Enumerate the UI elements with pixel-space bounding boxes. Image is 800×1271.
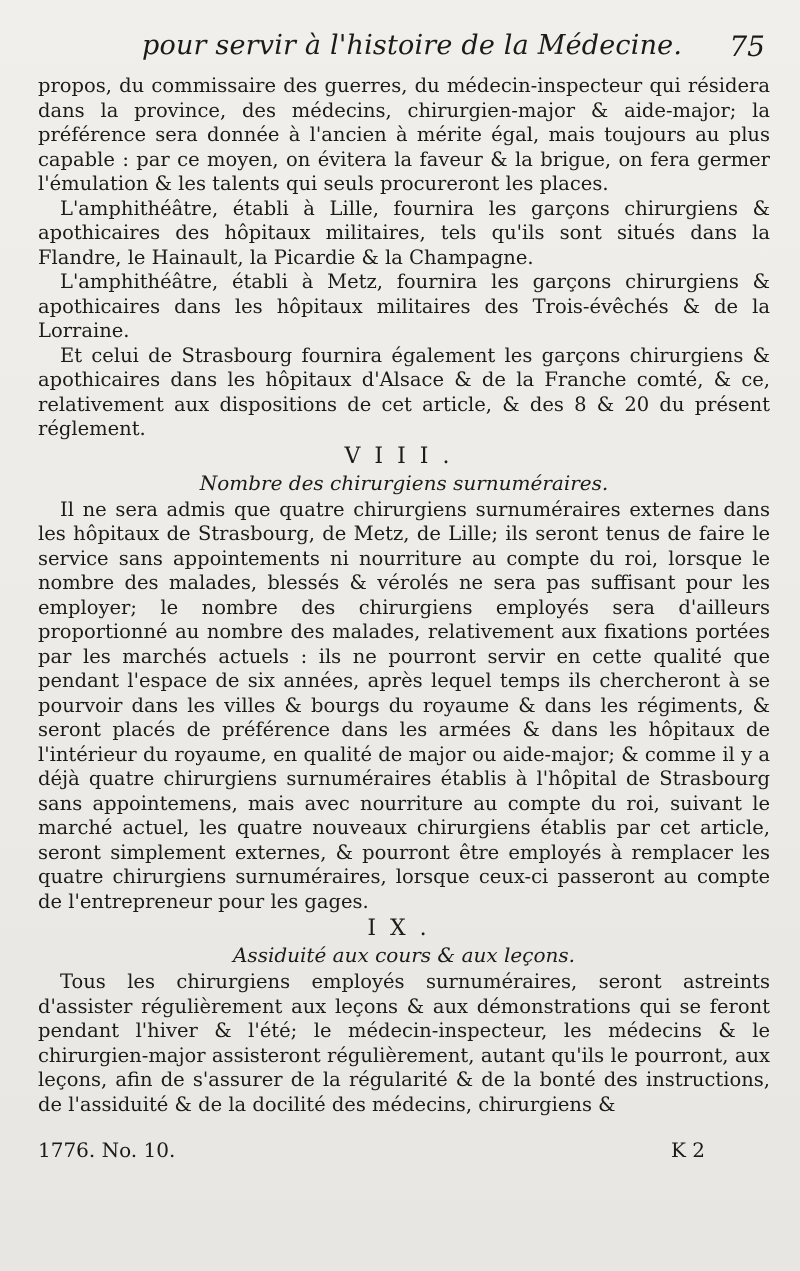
running-title: pour servir à l'histoire de la Médecine. xyxy=(142,30,683,61)
paragraph-metz: L'amphithéâtre, établi à Metz, fournira les garçons chirurgiens & apothicaires dans les hôpitaux militaires des Trois-évêchés & de la Lorraine. xyxy=(38,270,770,342)
section-number-ix: IX. xyxy=(367,916,441,941)
section-ix-text: Tous les chirurgiens employés surnuméraires, seront astreints d'assister régulièrement aux leçons & aux démonstrations qui se feront pendant l'hiver & l'été; le médecin-inspecteur, les médecins & le chirurgien-major assisteront régulièrement, autant qu'ils le pourront, aux leçons, afin de s'assurer de la régularité & de la bonté des instructions, de l'assiduité & de la docilité des médecins, chirurgiens & xyxy=(38,970,770,1116)
paragraph-lille: L'amphithéâtre, établi à Lille, fournira les garçons chirurgiens & apothicaires des hôpitaux militaires, tels qu'ils sont situés dans la Flandre, le Hainault, la Picardie & la Champagne. xyxy=(38,196,770,269)
paragraph-strasbourg: Et celui de Strasbourg fournira également les garçons chirurgiens & apothicaires dans les hôpitaux d'Alsace & de la Franche comté, & ce, relativement aux dispositions de cet article, & des 8 & 20 du présent réglement. xyxy=(38,343,770,440)
page-number: 75 xyxy=(729,30,765,63)
paragraph-continued: propos, du commissaire des guerres, du médecin-inspecteur qui résidera dans la province, des médecins, chirurgien-major & aide-major; la préférence sera donnée à l'ancien à mérite égal, mais toujours au plus capable : par ce moyen, on évitera la faveur & la brigue, on fera germer l'émulation & les talents qui seuls procureront les places. xyxy=(38,74,770,195)
page-footer xyxy=(38,1138,765,1166)
section-viii-text: Il ne sera admis que quatre chirurgiens surnuméraires externes dans les hôpitaux de Strasbourg, de Metz, de Lille; ils seront tenus de faire le service sans appointements ni nourriture au compte du roi, lorsque le nombre des malades, blessés & vérolés ne sera pas suffisant pour les employer; le nombre des chirurgiens employés sera d'ailleurs proportionné au nombre des malades, relativement aux fixations portées par les marchés actuels : ils ne pourront servir en cette qualité que pendant l'espace de six années, après lequel temps ils chercheront à se pourvoir dans les villes & bourgs du royaume & dans les régiments, & seront placés de préférence dans les armées & dans les hôpitaux de l'intérieur du royaume, en qualité de major ou aide-major; & comme il y a déjà quatre chirurgiens surnuméraires établis à l'hôpital de Strasbourg sans appointemens, mais avec nourriture au compte du roi, suivant le marché actuel, les quatre nouveaux chirurgiens établis par cet article, seront simplement externes, & pourront être employés à remplacer les quatre chirurgiens surnuméraires, lorsque ceux-ci passeront au compte de l'entrepreneur pour les gages. xyxy=(38,497,770,913)
running-head xyxy=(0,30,800,74)
gathering-mark: K 2 xyxy=(670,1138,705,1162)
section-number-viii: VIII. xyxy=(344,443,464,469)
section-title-viii: Nombre des chirurgiens surnuméraires. xyxy=(199,470,609,495)
section-title-ix: Assiduité aux cours & aux leçons. xyxy=(232,943,575,967)
body-text xyxy=(38,74,770,1117)
signature-mark: 1776. No. 10. xyxy=(38,1138,176,1162)
